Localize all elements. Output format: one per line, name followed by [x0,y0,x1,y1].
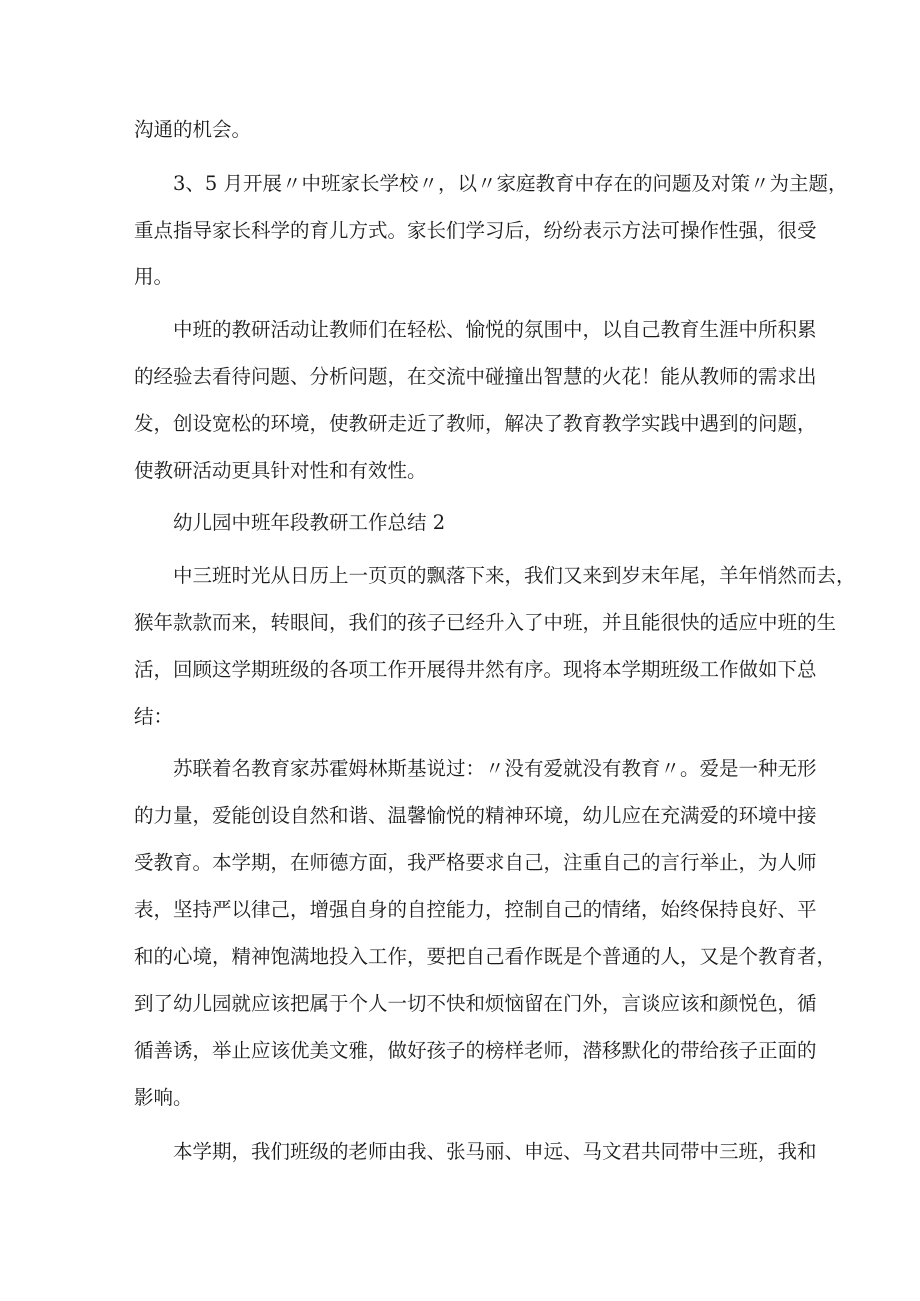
text-line: 本学期，我们班级的老师由我、张马丽、申远、马文君共同带中三班，我和 [173,1140,817,1163]
text-line: 活，回顾这学期班级的各项工作开展得井然有序。现将本学期班级工作做如下总 [134,658,817,681]
section-heading: 幼儿园中班年段教研工作总结 2 [173,511,446,534]
text-line: 苏联着名教育家苏霍姆林斯基说过：〃没有爱就没有教育〃。爱是一种无形 [173,757,817,780]
text-line: 猴年款款而来，转眼间，我们的孩子已经升入了中班，并且能很快的适应中班的生 [134,611,837,634]
text-line: 的力量，爱能创设自然和谐、温馨愉悦的精神环境，幼儿应在充满爱的环境中接 [134,804,817,827]
text-line: 结： [134,705,174,728]
text-line: 和的心境，精神饱满地投入工作，要把自己看作既是个普通的人，又是个教育者， [134,945,837,968]
text-line: 中三班时光从日历上一页页的飘落下来，我们又来到岁末年尾，羊年悄然而去， [173,564,856,587]
text-line: 沟通的机会。 [134,118,252,141]
text-line: 发，创设宽松的环境，使教研走近了教师，解决了教育教学实践中遇到的问题， [134,412,817,435]
text-line: 受教育。本学期，在师德方面，我严格要求自己，注重自己的言行举止，为人师 [134,851,817,874]
text-line: 循善诱，举止应该优美文雅，做好孩子的榜样老师，潜移默化的带给孩子正面的 [134,1039,817,1062]
text-line: 用。 [134,265,174,288]
text-line: 表，坚持严以律己，增强自身的自控能力，控制自己的情绪，始终保持良好、平 [134,898,817,921]
text-line: 影响。 [134,1086,193,1109]
text-line: 3、5 月开展〃中班家长学校〃，以〃家庭教育中存在的问题及对策〃为主题， [173,172,848,195]
text-line: 的经验去看待问题、分析问题，在交流中碰撞出智慧的火花！能从教师的需求出 [134,365,817,388]
text-line: 使教研活动更具针对性和有效性。 [134,459,427,482]
text-line: 中班的教研活动让教师们在轻松、愉悦的氛围中，以自己教育生涯中所积累 [173,318,817,341]
text-line: 到了幼儿园就应该把属于个人一切不快和烦恼留在门外，言谈应该和颜悦色，循 [134,992,817,1015]
text-line: 重点指导家长科学的育儿方式。家长们学习后，纷纷表示方法可操作性强，很受 [134,219,817,242]
